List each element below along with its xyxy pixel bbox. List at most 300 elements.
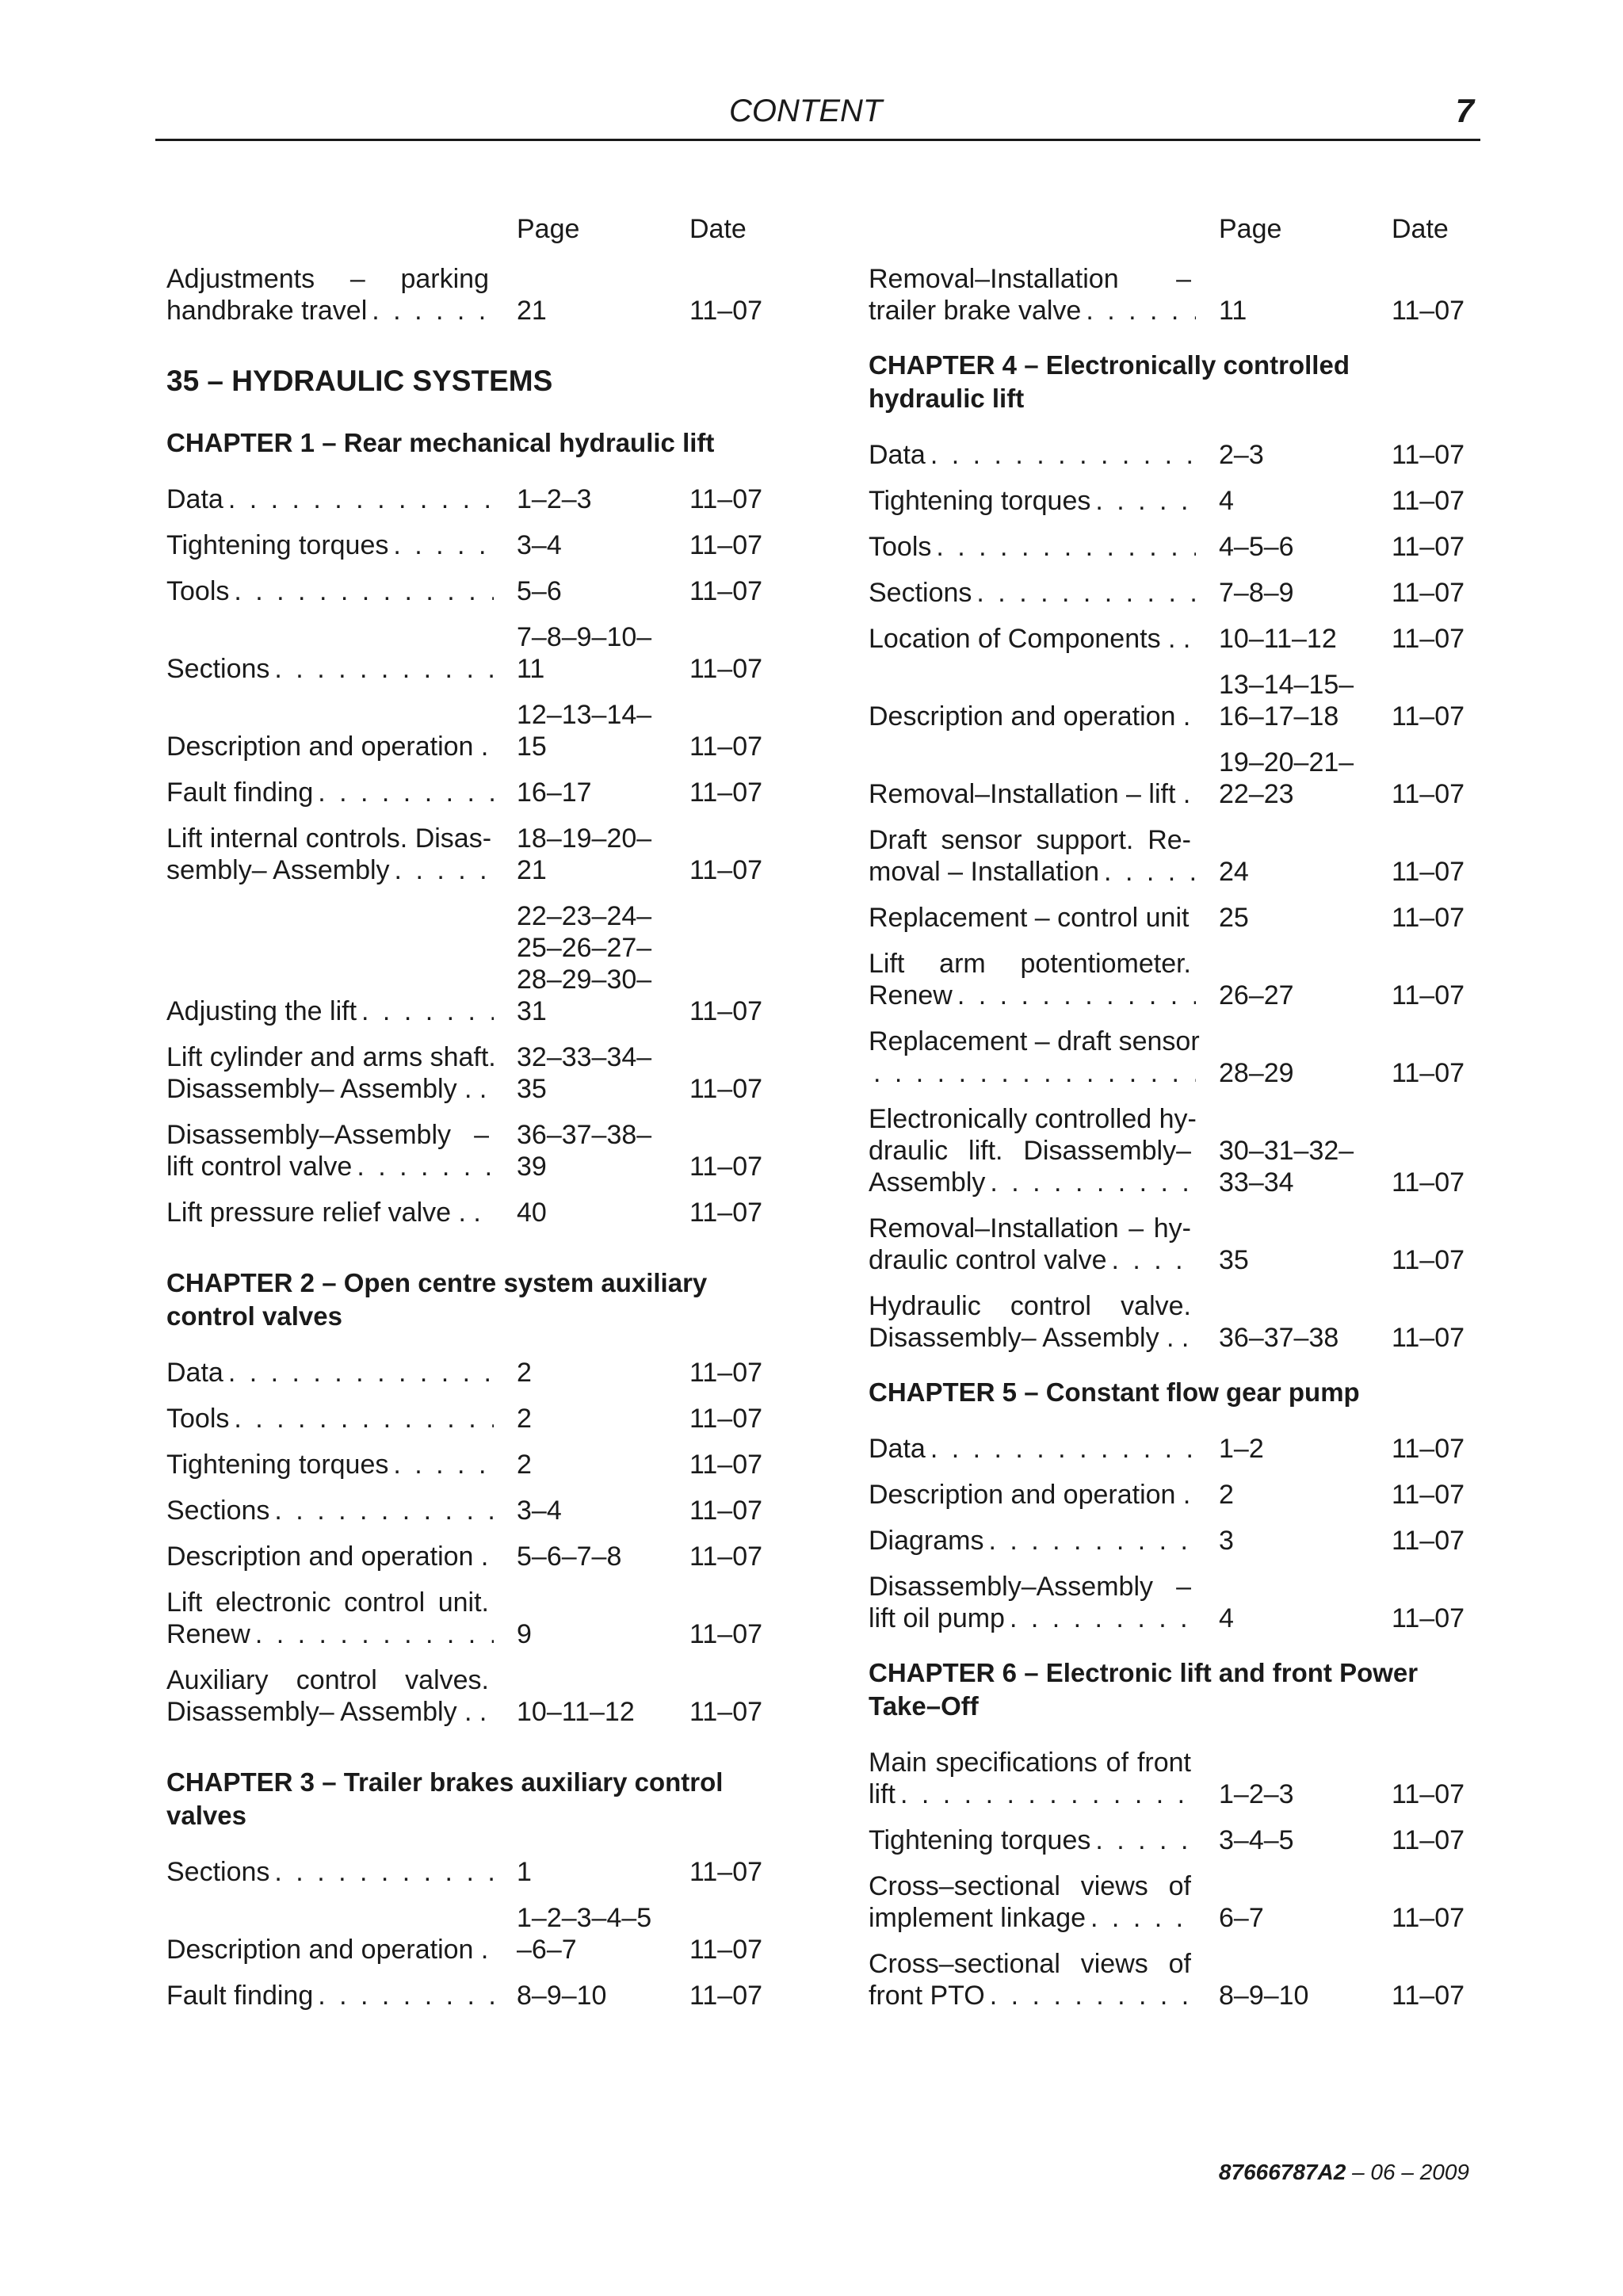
entry-title <box>869 1213 1196 1276</box>
entry-title-text: Cross–sectional views of <box>869 1871 1191 1901</box>
entry-title <box>166 1495 494 1526</box>
entry-date: 11–07 <box>1392 578 1465 608</box>
leader-dots <box>274 653 494 685</box>
entry-pages <box>1196 1603 1392 1634</box>
entry-title <box>166 529 494 561</box>
toc-entry <box>166 1587 769 1650</box>
toc-entry <box>869 1479 1471 1511</box>
entry-pages <box>1196 295 1392 327</box>
entry-date: 11–07 <box>1392 440 1465 470</box>
entry-date: 11–07 <box>689 1450 763 1480</box>
toc-entry <box>166 1119 769 1182</box>
leader-dots <box>357 1151 494 1182</box>
entry-date: 11–07 <box>689 855 763 885</box>
leader-dots <box>930 439 1196 471</box>
entry-page: 10–11–12 <box>517 1697 635 1727</box>
chapter4-entries <box>869 439 1471 1354</box>
entry-page: 3–4 <box>517 1496 562 1526</box>
leader-dots <box>936 531 1196 563</box>
entry-page: 15 <box>517 732 547 762</box>
toc-entry <box>869 577 1471 609</box>
toc-entry <box>166 1357 769 1389</box>
entry-title-text: Data <box>869 1434 926 1464</box>
entry-date: 11–07 <box>1392 701 1465 732</box>
entry-title <box>869 1433 1196 1465</box>
toc-entry <box>869 669 1471 732</box>
entry-title <box>166 575 494 607</box>
entry-title <box>869 263 1196 327</box>
entry-page: 3–4–5 <box>1219 1825 1294 1855</box>
entry-pages <box>494 1541 689 1572</box>
toc-entry <box>166 1980 769 2011</box>
entry-title-text: Hydraulic control valve. <box>869 1291 1191 1321</box>
entry-title <box>166 1357 494 1389</box>
entry-date: 11–07 <box>689 1541 763 1572</box>
toc-entry <box>166 575 769 607</box>
entry-date: 11–07 <box>1392 857 1465 887</box>
entry-title <box>166 1449 494 1480</box>
page-number: 7 <box>1455 92 1474 129</box>
entry-title <box>166 995 494 1027</box>
toc-entry <box>869 263 1471 327</box>
entry-pages <box>494 777 689 808</box>
toc-entry <box>166 777 769 808</box>
entry-page: 2 <box>1219 1480 1234 1510</box>
toc-entry <box>869 623 1471 655</box>
entry-title <box>869 1479 1196 1511</box>
entry-title <box>869 1525 1196 1557</box>
entry-title-text: Sections <box>166 1857 270 1887</box>
entry-page: 2–3 <box>1219 440 1264 470</box>
entry-date: 11–07 <box>689 576 763 606</box>
entry-date: 11–07 <box>1392 1779 1465 1809</box>
entry-page: 18–19–20– <box>517 823 652 854</box>
entry-title <box>166 1197 494 1228</box>
entry-title-text: Data <box>166 484 223 514</box>
entry-page: 39 <box>517 1152 547 1182</box>
entry-title <box>869 577 1196 609</box>
entry-page: 2 <box>517 1404 532 1434</box>
entry-date: 11–07 <box>1392 1167 1465 1198</box>
leader-dots <box>372 295 494 327</box>
entry-page: 7–8–9–10– <box>517 622 652 652</box>
leader-dots <box>1010 1603 1196 1634</box>
leader-dots <box>1090 1902 1196 1934</box>
page-heading: Page <box>517 214 580 244</box>
entry-title-text: Draft sensor support. Re- <box>869 825 1191 855</box>
chapter6-entries <box>869 1747 1471 2011</box>
entry-pages <box>494 1403 689 1435</box>
entry-page: 40 <box>517 1198 547 1228</box>
entry-title-text: Disassembly– Assembly . . <box>869 1323 1190 1353</box>
entry-pages <box>494 621 689 685</box>
leader-dots <box>393 1449 494 1480</box>
entry-title <box>166 653 494 685</box>
toc-entry <box>166 1541 769 1572</box>
entry-page: 22–23–24– <box>517 901 652 931</box>
entry-pages <box>1196 1902 1392 1934</box>
toc-entry <box>166 1664 769 1728</box>
entry-page: 1–2–3 <box>1219 1779 1294 1809</box>
entry-title-text: sembly– Assembly <box>166 855 390 885</box>
entry-date: 11–07 <box>689 296 763 326</box>
leader-dots <box>988 1525 1196 1557</box>
toc-entry <box>166 1856 769 1888</box>
entry-title <box>166 1856 494 1888</box>
column-headings <box>166 214 769 263</box>
entry-title-text: Description and operation . <box>166 732 489 762</box>
entry-pages <box>1196 577 1392 609</box>
entry-page: 1–2–3 <box>517 484 592 514</box>
entry-pages <box>494 1197 689 1228</box>
entry-pages <box>494 295 689 327</box>
entry-pages <box>494 1495 689 1526</box>
entry-page: 11 <box>1219 296 1247 326</box>
leader-dots <box>873 1057 1196 1089</box>
entry-title-text: Tools <box>166 1404 230 1434</box>
entry-title-text: Description and operation . <box>869 1480 1191 1510</box>
entry-title <box>166 1403 494 1435</box>
entry-page: 13–14–15– <box>1219 670 1354 700</box>
column-headings <box>869 214 1471 263</box>
entry-title <box>869 1290 1196 1354</box>
entry-title <box>166 823 494 886</box>
date-heading: Date <box>689 214 747 244</box>
entry-pages <box>494 1449 689 1480</box>
entry-title-text: Description and operation . <box>166 1541 489 1572</box>
document-code: 87666787A2 <box>1218 2160 1346 2184</box>
entry-pages <box>494 1902 689 1966</box>
toc-entry <box>166 529 769 561</box>
entry-title <box>869 1948 1196 2011</box>
entry-pages <box>1196 1433 1392 1465</box>
entry-page: 5–6–7–8 <box>517 1541 622 1572</box>
chapter-title: CHAPTER 6 – Electronic lift and front Power Take–Off <box>869 1658 1419 1721</box>
entry-date: 11–07 <box>1392 1603 1465 1633</box>
entry-title <box>869 778 1196 810</box>
chapter2-entries <box>166 1357 769 1728</box>
entry-title-text: Fault finding <box>166 1981 314 2011</box>
entry-title-text: Diagrams <box>869 1526 984 1556</box>
entry-page: 19–20–21– <box>1219 747 1354 777</box>
leader-dots <box>900 1778 1196 1810</box>
leader-dots <box>228 1357 494 1389</box>
entry-page: 10–11–12 <box>1219 624 1337 654</box>
page-heading: Page <box>1219 214 1282 244</box>
entry-pages <box>1196 439 1392 471</box>
entry-title <box>166 483 494 515</box>
entry-title-text: Description and operation . <box>166 1935 489 1965</box>
entry-title <box>166 1934 494 1966</box>
entry-title-text: Sections <box>166 1496 270 1526</box>
entry-date: 11–07 <box>1392 1058 1465 1088</box>
leader-dots <box>234 575 494 607</box>
toc-entry <box>869 1948 1471 2011</box>
entry-date: 11–07 <box>689 1404 763 1434</box>
toc-entry <box>166 1041 769 1105</box>
entry-pages <box>1196 980 1392 1011</box>
entry-title-text: Replacement – control unit <box>869 903 1190 933</box>
entry-page: 16–17 <box>517 777 592 808</box>
entry-title <box>869 701 1196 732</box>
entry-page: 7–8–9 <box>1219 578 1294 608</box>
entry-date: 11–07 <box>689 996 763 1026</box>
entry-title <box>869 1026 1200 1089</box>
entry-pages <box>494 1980 689 2011</box>
entry-date: 11–07 <box>1392 980 1465 1010</box>
chapter5-entries <box>869 1433 1471 1634</box>
entry-date: 11–07 <box>689 1981 763 2011</box>
entry-title-text: Tightening torques <box>166 1450 389 1480</box>
entry-title-text: Adjustments – parking <box>166 264 489 294</box>
entry-date: 11–07 <box>689 1152 763 1182</box>
entry-page: 3–4 <box>517 530 562 560</box>
entry-title <box>166 263 494 327</box>
entry-page: –6–7 <box>517 1935 577 1965</box>
entry-pages <box>494 699 689 762</box>
entry-date: 11–07 <box>1392 1480 1465 1510</box>
page-title: CONTENT <box>729 94 883 128</box>
entry-pages <box>494 483 689 515</box>
entry-pages <box>1196 1322 1392 1354</box>
entry-title-text: Auxiliary control valves. <box>166 1665 489 1695</box>
leader-dots <box>1095 1824 1196 1856</box>
entry-page: 26–27 <box>1219 980 1294 1010</box>
entry-date: 11–07 <box>1392 532 1465 562</box>
entry-title <box>869 902 1196 934</box>
entry-date: 11–07 <box>689 1496 763 1526</box>
entry-date: 11–07 <box>1392 1903 1465 1933</box>
chapter-title: CHAPTER 2 – Open centre system auxiliary control valves <box>166 1268 708 1331</box>
entry-title-text: Renew <box>166 1619 250 1649</box>
entry-date: 11–07 <box>689 1935 763 1965</box>
entry-title-text: Disassembly–Assembly – <box>869 1572 1191 1602</box>
entry-date: 11–07 <box>689 1358 763 1388</box>
toc-entry <box>869 1824 1471 1856</box>
toc-entry <box>869 1213 1471 1276</box>
entry-title-text: Removal–Installation – hy- <box>869 1213 1191 1244</box>
entry-page: 21 <box>517 296 547 326</box>
entry-page: 5–6 <box>517 576 562 606</box>
entry-title-text: Lift cylinder and arms shaft. <box>166 1042 496 1072</box>
entry-pages <box>494 1119 689 1182</box>
leader-dots <box>1104 856 1196 888</box>
leader-dots <box>274 1495 494 1526</box>
toc-entry <box>869 948 1471 1011</box>
left-column <box>166 214 769 2026</box>
entry-title-text: Lift arm potentiometer. <box>869 949 1191 979</box>
entry-page: 4–5–6 <box>1219 532 1294 562</box>
toc-entry <box>166 1449 769 1480</box>
entry-pages <box>1196 1778 1392 1810</box>
entry-title-text: lift control valve <box>166 1152 353 1182</box>
chapter-title: CHAPTER 1 – Rear mechanical hydraulic lift <box>166 428 715 457</box>
entry-date: 11–07 <box>1392 903 1465 933</box>
leader-dots <box>957 980 1196 1011</box>
document-date: – 06 – 2009 <box>1346 2160 1469 2184</box>
entry-date: 11–07 <box>689 1619 763 1649</box>
entry-title <box>869 439 1196 471</box>
entry-date: 11–07 <box>1392 624 1465 654</box>
entry-title-text: Removal–Installation – lift . <box>869 779 1191 809</box>
entry-title-text: Adjusting the lift <box>166 996 357 1026</box>
entry-date: 11–07 <box>1392 1825 1465 1855</box>
entry-title <box>166 1541 494 1572</box>
entry-title-text: lift <box>869 1779 896 1809</box>
entry-title <box>869 1824 1196 1856</box>
left-first-entry <box>166 263 769 327</box>
entry-pages <box>1196 856 1392 888</box>
entry-pages <box>494 1856 689 1888</box>
entry-pages <box>494 1618 689 1650</box>
entry-date: 11–07 <box>1392 1981 1465 2011</box>
date-heading: Date <box>1392 214 1449 244</box>
toc-entry <box>166 1197 769 1228</box>
toc-entry <box>869 439 1471 471</box>
entry-title <box>869 1747 1196 1810</box>
entry-title-text: Assembly <box>869 1167 986 1198</box>
entry-date: 11–07 <box>689 1857 763 1887</box>
toc-entry <box>166 621 769 685</box>
entry-title <box>166 1119 494 1182</box>
chapter-title: CHAPTER 5 – Constant flow gear pump <box>869 1377 1360 1407</box>
entry-date: 11–07 <box>1392 296 1465 326</box>
toc-entry <box>166 1495 769 1526</box>
entry-title <box>166 1664 494 1728</box>
toc-entry <box>869 485 1471 517</box>
leader-dots <box>361 995 494 1027</box>
entry-pages <box>1196 1980 1392 2011</box>
entry-page: 28–29 <box>1219 1058 1294 1088</box>
entry-page: 35 <box>517 1074 547 1104</box>
entry-title-text: Lift electronic control unit. <box>166 1587 489 1618</box>
entry-page: 21 <box>517 855 547 885</box>
entry-page: 36–37–38 <box>1219 1323 1339 1353</box>
entry-title-text: Sections <box>166 654 270 684</box>
entry-pages <box>1196 485 1392 517</box>
entry-date: 11–07 <box>1392 486 1465 516</box>
entry-page: 30–31–32– <box>1219 1136 1354 1166</box>
entry-pages <box>494 1696 689 1728</box>
entry-date: 11–07 <box>689 484 763 514</box>
entry-pages <box>1196 1244 1392 1276</box>
entry-pages <box>494 575 689 607</box>
entry-page: 1–2–3–4–5 <box>517 1903 652 1933</box>
entry-title <box>869 1870 1196 1934</box>
entry-title-text: trailer brake valve <box>869 296 1082 326</box>
entry-title-text: moval – Installation <box>869 857 1100 887</box>
toc-entry <box>869 1870 1471 1934</box>
toc-entry <box>166 1902 769 1966</box>
entry-title <box>166 1587 494 1650</box>
entry-page: 31 <box>517 996 547 1026</box>
entry-date: 11–07 <box>1392 1245 1465 1275</box>
leader-dots <box>1095 485 1196 517</box>
entry-page: 2 <box>517 1450 532 1480</box>
entry-page: 16–17–18 <box>1219 701 1339 732</box>
entry-title-text: Sections <box>869 578 972 608</box>
entry-page: 25 <box>1219 903 1249 933</box>
entry-title <box>869 824 1196 888</box>
entry-date: 11–07 <box>1392 1323 1465 1353</box>
entry-title-text: Lift internal controls. Disas- <box>166 823 492 854</box>
entry-title <box>869 1571 1196 1634</box>
entry-pages <box>1196 531 1392 563</box>
entry-pages <box>494 1041 689 1105</box>
entry-title <box>869 485 1196 517</box>
entry-title-text: Main specifications of front <box>869 1748 1191 1778</box>
leader-dots <box>930 1433 1196 1465</box>
entry-title <box>869 1103 1196 1198</box>
entry-title-text: Cross–sectional views of <box>869 1949 1191 1979</box>
entry-title <box>166 731 494 762</box>
entry-page: 11 <box>517 654 545 684</box>
entry-title-text: lift oil pump <box>869 1603 1005 1633</box>
entry-date: 11–07 <box>689 654 763 684</box>
entry-title-text: Data <box>869 440 926 470</box>
toc-entry <box>166 900 769 1027</box>
toc-entry <box>869 1525 1471 1557</box>
leader-dots <box>318 777 494 808</box>
leader-dots <box>255 1618 494 1650</box>
right-column <box>869 214 1471 2026</box>
entry-title <box>166 1980 494 2011</box>
toc-entry <box>869 902 1471 934</box>
leader-dots <box>976 577 1196 609</box>
leader-dots <box>228 483 494 515</box>
entry-page: 22–23 <box>1219 779 1294 809</box>
entry-page: 12–13–14– <box>517 700 652 730</box>
chapter3-entries <box>166 1856 769 2011</box>
toc-entry <box>869 1571 1471 1634</box>
entry-page: 9 <box>517 1619 532 1649</box>
entry-title-text: Tightening torques <box>869 1825 1091 1855</box>
entry-page: 25–26–27– <box>517 933 652 963</box>
entry-page: 1–2 <box>1219 1434 1264 1464</box>
entry-pages <box>1196 1135 1392 1198</box>
entry-page: 36–37–38– <box>517 1120 652 1150</box>
entry-title-text: Fault finding <box>166 777 314 808</box>
entry-title-text: Tools <box>869 532 932 562</box>
entry-page: 4 <box>1219 1603 1234 1633</box>
entry-title-text: Disassembly– Assembly . . <box>166 1074 487 1104</box>
toc-entry <box>166 483 769 515</box>
entry-title <box>869 948 1196 1011</box>
entry-pages <box>1196 747 1392 810</box>
entry-title <box>166 777 494 808</box>
entry-pages <box>1196 902 1392 934</box>
entry-pages <box>494 529 689 561</box>
toc-entry <box>869 1026 1471 1089</box>
entry-pages <box>1196 1525 1392 1557</box>
entry-date: 11–07 <box>689 530 763 560</box>
toc-entry <box>166 1403 769 1435</box>
entry-title <box>869 623 1196 655</box>
entry-date: 11–07 <box>689 1074 763 1104</box>
entry-pages <box>1196 623 1392 655</box>
entry-title-text: implement linkage <box>869 1903 1086 1933</box>
entry-title-text: Data <box>166 1358 223 1388</box>
leader-dots <box>318 1980 494 2011</box>
entry-title-text: Renew <box>869 980 953 1010</box>
section-title: 35 – HYDRAULIC SYSTEMS <box>166 365 553 397</box>
entry-date: 11–07 <box>1392 1434 1465 1464</box>
leader-dots <box>274 1856 494 1888</box>
entry-page: 4 <box>1219 486 1234 516</box>
entry-page: 3 <box>1219 1526 1234 1556</box>
entry-pages <box>494 1357 689 1389</box>
entry-title <box>869 531 1196 563</box>
